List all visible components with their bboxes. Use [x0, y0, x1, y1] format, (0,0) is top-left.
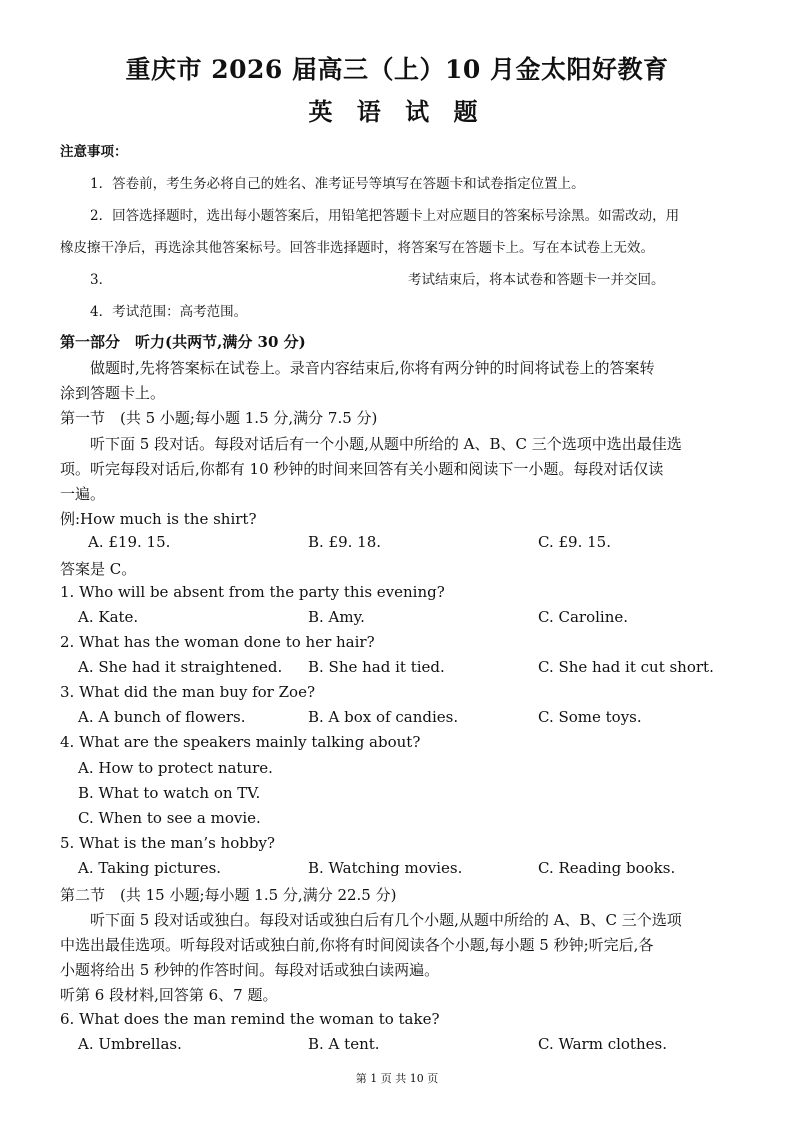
note-2-continued: 橡皮擦干净后，再选涂其他答案标号。回答非选择题时，将答案写在答题卡上。写在本试卷上无效。 — [60, 240, 654, 256]
material-6-instruction: 听第 6 段材料,回答第 6、7 题。 — [60, 986, 278, 1004]
question-1: 1. Who will be absent from the party this evening? — [60, 583, 445, 601]
part1-intro: 做题时,先将答案标在试卷上。录音内容结束后,你将有两分钟的时间将试卷上的答案转 — [90, 359, 655, 377]
note-4: 4．考试范围：高考范围。 — [90, 304, 248, 320]
example-question: 例:How much is the shirt? — [60, 510, 257, 528]
question-6-option-a: A. Umbrellas. — [78, 1035, 182, 1053]
question-4-option-a: A. How to protect nature. — [78, 759, 273, 777]
question-3-option-c: C. Some toys. — [538, 708, 642, 726]
question-6-option-c: C. Warm clothes. — [538, 1035, 667, 1053]
example-option-c: C. £9. 15. — [538, 533, 611, 551]
exam-subject: 英 语 试 题 — [308, 97, 486, 126]
section1-intro: 听下面 5 段对话。每段对话后有一个小题,从题中所给的 A、B、C 三个选项中选出最佳选 — [90, 435, 682, 453]
question-3-option-b: B. A box of candies. — [308, 708, 459, 726]
question-2-option-c: C. She had it cut short. — [538, 658, 714, 676]
question-4-option-b: B. What to watch on TV. — [78, 784, 261, 802]
example-option-a: A. £19. 15. — [88, 533, 171, 551]
question-2-option-b: B. She had it tied. — [308, 658, 445, 676]
section2-heading: 第二节 (共 15 小题;每小题 1.5 分,满分 22.5 分) — [60, 886, 397, 904]
example-answer: 答案是 C。 — [60, 560, 137, 578]
question-1-option-a: A. Kate. — [78, 608, 139, 626]
note-1: 1．答卷前，考生务必将自己的姓名、准考证号等填写在答题卡和试卷指定位置上。 — [90, 176, 585, 192]
note-3: 考试结束后，将本试卷和答题卡一并交回。 — [408, 272, 665, 288]
question-6-option-b: B. A tent. — [308, 1035, 380, 1053]
example-option-b: B. £9. 18. — [308, 533, 382, 551]
section2-intro-2: 中选出最佳选项。听每段对话或独白前,你将有时间阅读各个小题,每小题 5 秒钟;听完后,各 — [60, 936, 654, 954]
question-2: 2. What has the woman done to her hair? — [60, 633, 375, 651]
question-6: 6. What does the man remind the woman to take? — [60, 1010, 440, 1028]
part1-heading: 第一部分 听力(共两节,满分 30 分) — [60, 333, 306, 351]
question-4: 4. What are the speakers mainly talking about? — [60, 733, 421, 751]
section2-intro: 听下面 5 段对话或独白。每段对话或独白后有几个小题,从题中所给的 A、B、C 三个选项 — [90, 911, 682, 929]
note-2: 2．回答选择题时，选出每小题答案后，用铅笔把答题卡上对应题目的答案标号涂黑。如需改动，用 — [90, 208, 680, 224]
question-3: 3. What did the man buy for Zoe? — [60, 683, 315, 701]
question-4-option-c: C. When to see a movie. — [78, 809, 261, 827]
question-1-option-c: C. Caroline. — [538, 608, 628, 626]
question-5-option-c: C. Reading books. — [538, 859, 676, 877]
section1-heading: 第一节 (共 5 小题;每小题 1.5 分,满分 7.5 分) — [60, 409, 378, 427]
section2-intro-3: 小题将给出 5 秒钟的作答时间。每段对话或独白读两遍。 — [60, 961, 440, 979]
page-number: 第 1 页 共 10 页 — [355, 1072, 439, 1085]
question-1-option-b: B. Amy. — [308, 608, 365, 626]
question-5: 5. What is the man’s hobby? — [60, 834, 275, 852]
question-3-option-a: A. A bunch of flowers. — [78, 708, 246, 726]
note-3-number: 3． — [90, 272, 113, 288]
question-5-option-b: B. Watching movies. — [308, 859, 463, 877]
part1-intro-continued: 涂到答题卡上。 — [60, 384, 166, 402]
exam-title: 重庆市 2026 届高三（上）10 月金太阳好教育 — [125, 55, 669, 84]
notes-heading: 注意事项： — [60, 144, 128, 160]
question-2-option-a: A. She had it straightened. — [78, 658, 283, 676]
section1-intro-3: 一遍。 — [60, 485, 106, 503]
question-5-option-a: A. Taking pictures. — [78, 859, 222, 877]
section1-intro-2: 项。听完每段对话后,你都有 10 秒钟的时间来回答有关小题和阅读下一小题。每段对话仅读 — [60, 460, 664, 478]
